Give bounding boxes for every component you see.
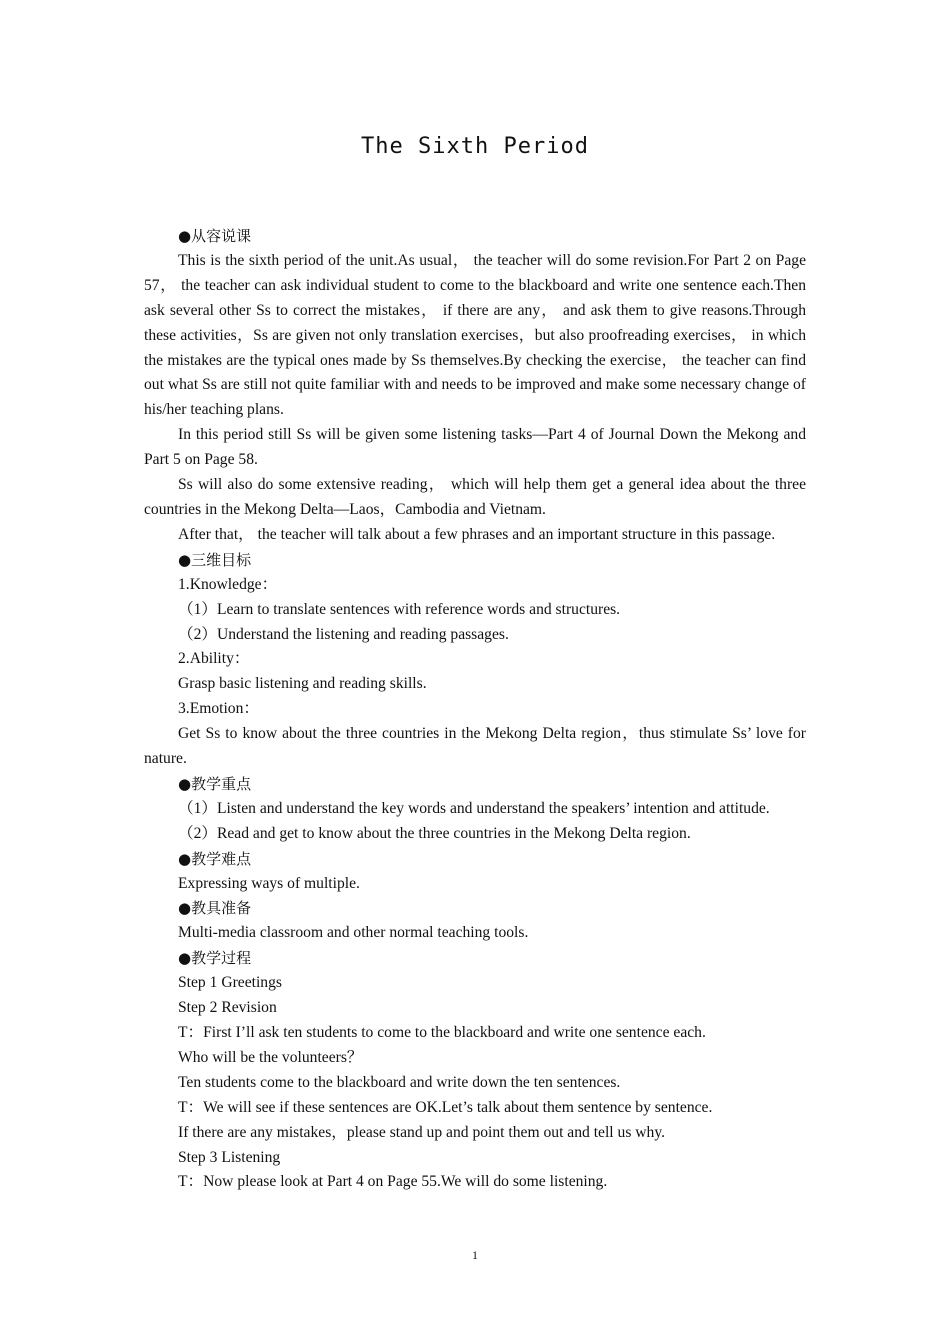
text-line: T：We will see if these sentences are OK.Let’s talk about them sentence by sentence. bbox=[178, 1098, 713, 1116]
paragraph: After that， the teacher will talk about a few phrases and an important structure in this passage. bbox=[178, 525, 776, 543]
document-title: The Sixth Period bbox=[361, 134, 589, 159]
text-line: Grasp basic listening and reading skills. bbox=[178, 675, 427, 693]
text-line: （2）Understand the listening and reading passages. bbox=[178, 625, 509, 643]
text-line: T：Now please look at Part 4 on Page 55.We will do some listening. bbox=[178, 1173, 608, 1191]
document-body bbox=[144, 224, 806, 1195]
text-line: （2）Read and get to know about the three countries in the Mekong Delta region. bbox=[178, 824, 691, 842]
section-heading: ●三维目标 bbox=[178, 550, 252, 569]
paragraph: Get Ss to know about the three countries in the Mekong Delta region，thus stimulate Ss’ love for nature. bbox=[144, 725, 806, 768]
text-line: （1）Learn to translate sentences with reference words and structures. bbox=[178, 600, 621, 618]
section-heading: ●教具准备 bbox=[178, 899, 252, 918]
section-heading: ●从容说课 bbox=[178, 227, 252, 245]
text-line: Multi-media classroom and other normal teaching tools. bbox=[178, 924, 529, 942]
section-heading: ●教学难点 bbox=[178, 849, 252, 868]
paragraph: Ss will also do some extensive reading， which will help them get a general idea about the three countries in the Mekong Delta—Laos，Cambodia and Vietnam. bbox=[144, 476, 806, 518]
section-heading: ●教学重点 bbox=[178, 774, 252, 793]
text-line: If there are any mistakes，please stand up and point them out and tell us why. bbox=[178, 1123, 666, 1141]
paragraph: In this period still Ss will be given some listening tasks—Part 4 of Journal Down the Mekong and Part 5 on Page 58. bbox=[144, 426, 806, 469]
text-line: 2.Ability： bbox=[178, 650, 250, 668]
paragraph: This is the sixth period of the unit.As usual， the teacher will do some revision.For Part 2 on Page 57， the teacher can ask individual student to come to the blackboard and write one sentence each.Then ask several other Ss to correct the mistakes， if there are any， and ask them to give reasons.Through these activities，Ss are given not only translation exercises，but also proofreading exercises， in which the mistakes are the typical ones made by Ss themselves.By checking the exercise， the teacher can find out what Ss are still not quite familiar with and needs to be improved and make some necessary change of his/her teaching plans. bbox=[144, 251, 806, 419]
text-line: Ten students come to the blackboard and write down the ten sentences. bbox=[178, 1073, 621, 1091]
page-number: 1 bbox=[472, 1248, 478, 1262]
text-line: 3.Emotion： bbox=[178, 700, 259, 718]
text-line: Expressing ways of multiple. bbox=[178, 874, 360, 892]
text-line: Step 2 Revision bbox=[178, 999, 277, 1017]
text-line: Step 3 Listening bbox=[178, 1148, 281, 1166]
text-line: 1.Knowledge： bbox=[178, 575, 278, 593]
text-line: T：First I’ll ask ten students to come to the blackboard and write one sentence each. bbox=[178, 1024, 706, 1041]
text-line: Who will be the volunteers？ bbox=[178, 1048, 363, 1066]
section-heading: ●教学过程 bbox=[178, 949, 252, 968]
text-line: （1）Listen and understand the key words and understand the speakers’ intention and attitude. bbox=[178, 799, 770, 817]
text-line: Step 1 Greetings bbox=[178, 974, 282, 992]
